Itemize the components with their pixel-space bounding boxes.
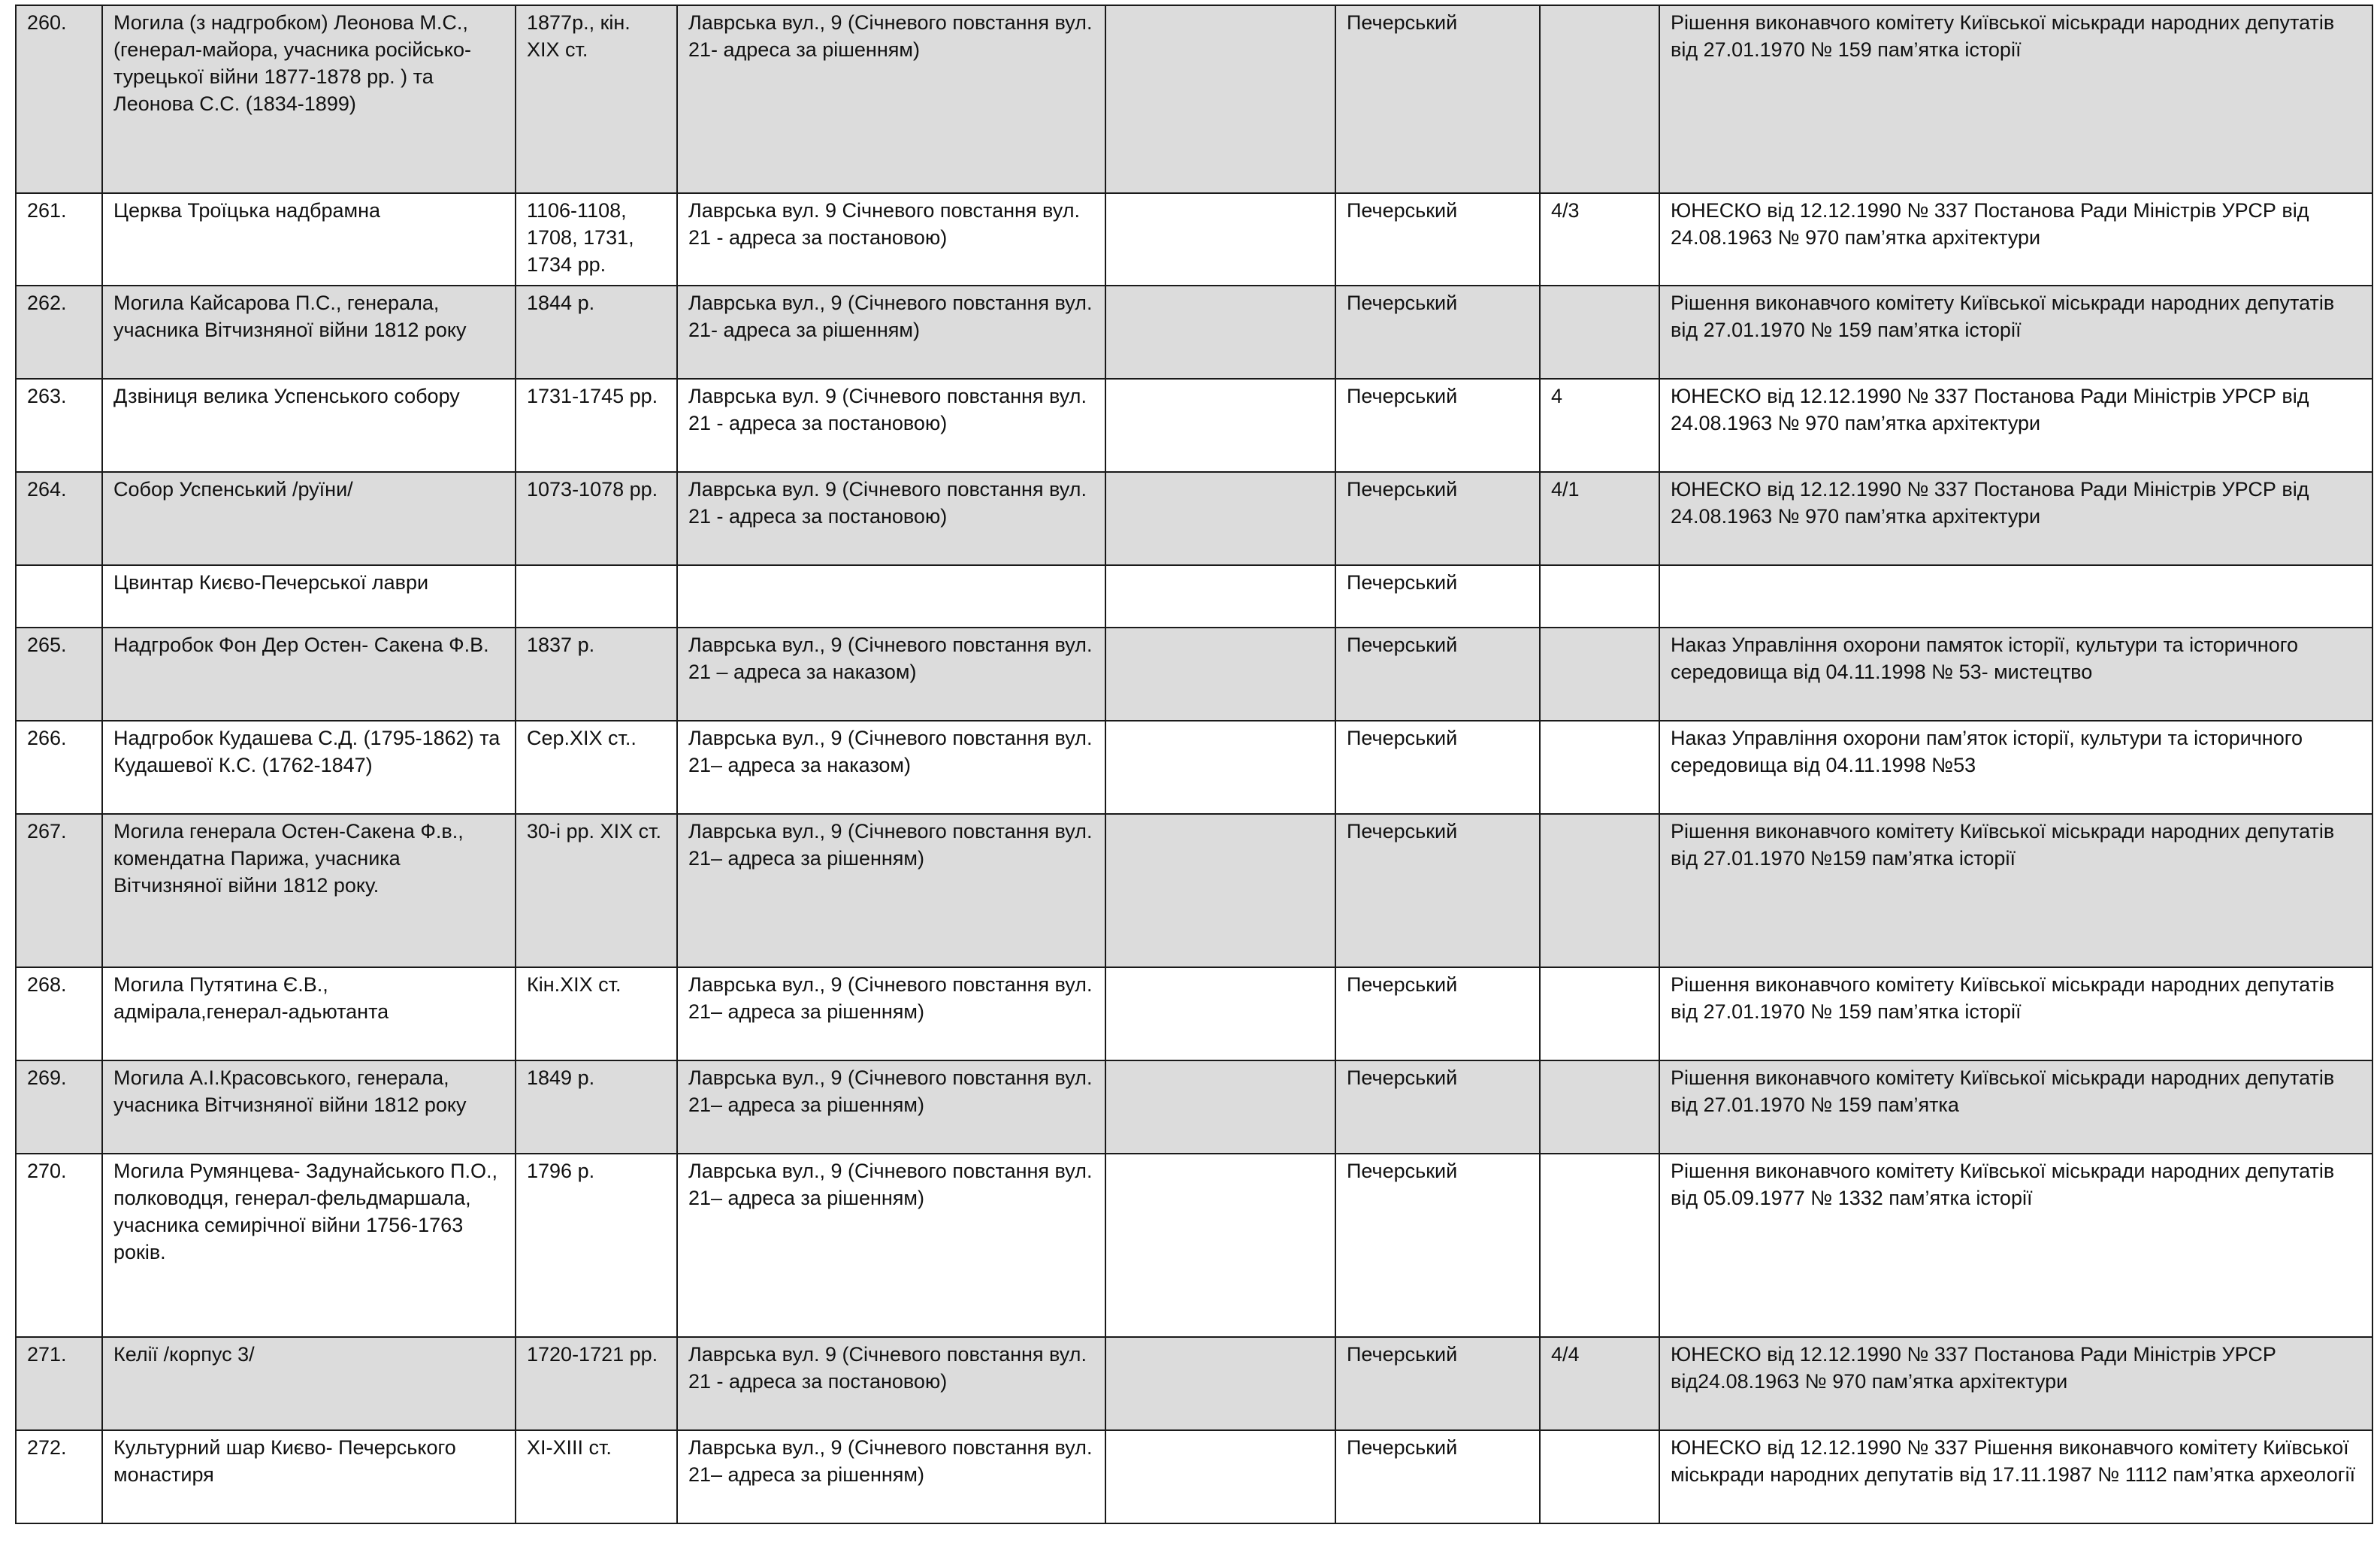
cell-legal-document: ЮНЕСКО від 12.12.1990 № 337 Постанова Ради Міністрів УРСР від 24.08.1963 № 970 пам’ятка архітектури <box>1659 472 2372 565</box>
cell-number: 260. <box>16 5 102 193</box>
cell-number <box>16 565 102 628</box>
cell-date: 1837 р. <box>516 628 677 721</box>
cell-protection-number <box>1540 628 1659 721</box>
cell-legal-document: Рішення виконавчого комітету Київської міськради народних депутатів від 05.09.1977 № 1332 пам’ятка історії <box>1659 1154 2372 1337</box>
cell-district: Печерський <box>1335 379 1540 472</box>
cell-date: 1877р., кін. XIX ст. <box>516 5 677 193</box>
cell-number: 267. <box>16 814 102 967</box>
table-row <box>16 472 2372 565</box>
cell-empty <box>1105 628 1335 721</box>
table-row <box>16 193 2372 286</box>
cell-empty <box>1105 1154 1335 1337</box>
cell-legal-document: Рішення виконавчого комітету Київської міськради народних депутатів від 27.01.1970 № 159 пам’ятка історії <box>1659 967 2372 1060</box>
cell-district: Печерський <box>1335 1430 1540 1523</box>
cell-protection-number <box>1540 721 1659 814</box>
cell-address: Лаврська вул., 9 (Січневого повстання вул. 21– адреса за рішенням) <box>677 1154 1105 1337</box>
cell-legal-document: Рішення виконавчого комітету Київської міськради народних депутатів від 27.01.1970 № 159 пам’ятка історії <box>1659 5 2372 193</box>
cell-object-name: Могила Кайсарова П.С., генерала, учасника Вітчизняної війни 1812 року <box>102 286 516 379</box>
cell-district: Печерський <box>1335 193 1540 286</box>
cell-date <box>516 565 677 628</box>
cell-date: 1844 р. <box>516 286 677 379</box>
cell-legal-document: ЮНЕСКО від 12.12.1990 № 337 Постанова Ради Міністрів УРСР від24.08.1963 № 970 пам’ятка архітектури <box>1659 1337 2372 1430</box>
cell-legal-document: ЮНЕСКО від 12.12.1990 № 337 Рішення виконавчого комітету Київської міськради народних депутатів від 17.11.1987 № 1112 пам’ятка археології <box>1659 1430 2372 1523</box>
cell-date: 1731-1745 рр. <box>516 379 677 472</box>
cell-protection-number <box>1540 1430 1659 1523</box>
table-row <box>16 5 2372 193</box>
cell-number: 271. <box>16 1337 102 1430</box>
cell-number: 262. <box>16 286 102 379</box>
cell-empty <box>1105 379 1335 472</box>
cell-empty <box>1105 721 1335 814</box>
cell-object-name: Келії /корпус 3/ <box>102 1337 516 1430</box>
cell-date: 1106-1108, 1708, 1731, 1734 рр. <box>516 193 677 286</box>
cell-empty <box>1105 814 1335 967</box>
cell-district: Печерський <box>1335 472 1540 565</box>
table-row <box>16 1154 2372 1337</box>
cell-district: Печерський <box>1335 1060 1540 1154</box>
table-row <box>16 967 2372 1060</box>
cell-empty <box>1105 1060 1335 1154</box>
cell-date: 1073-1078 рр. <box>516 472 677 565</box>
cell-legal-document: Наказ Управління охорони памяток історії, культури та історичного середовища від 04.11.1998 № 53- мистецтво <box>1659 628 2372 721</box>
table-row <box>16 379 2372 472</box>
cell-legal-document: Рішення виконавчого комітету Київської міськради народних депутатів від 27.01.1970 №159 пам’ятка історії <box>1659 814 2372 967</box>
cell-district: Печерський <box>1335 565 1540 628</box>
cell-district: Печерський <box>1335 286 1540 379</box>
cell-number: 272. <box>16 1430 102 1523</box>
cell-address: Лаврська вул., 9 (Січневого повстання вул. 21– адреса за наказом) <box>677 721 1105 814</box>
cell-legal-document: Рішення виконавчого комітету Київської міськради народних депутатів від 27.01.1970 № 159 пам’ятка історії <box>1659 286 2372 379</box>
cell-object-name: Могила (з надгробком) Леонова М.С., (генерал-майора, учасника російсько-турецької війни 1877-1878 рр. ) та Леонова С.С. (1834-1899) <box>102 5 516 193</box>
cell-legal-document: ЮНЕСКО від 12.12.1990 № 337 Постанова Ради Міністрів УРСР від 24.08.1963 № 970 пам’ятка архітектури <box>1659 379 2372 472</box>
cell-empty <box>1105 1430 1335 1523</box>
cell-address: Лаврська вул., 9 (Січневого повстання вул. 21– адреса за рішенням) <box>677 814 1105 967</box>
cell-district: Печерський <box>1335 1337 1540 1430</box>
cell-date: 30-і рр. XIX ст. <box>516 814 677 967</box>
table-row <box>16 628 2372 721</box>
cell-protection-number <box>1540 1060 1659 1154</box>
cell-object-name: Могила Румянцева- Задунайського П.О., полководця, генерал-фельдмаршала, учасника семирічної війни 1756-1763 років. <box>102 1154 516 1337</box>
cell-number: 264. <box>16 472 102 565</box>
cell-number: 266. <box>16 721 102 814</box>
cell-number: 265. <box>16 628 102 721</box>
cell-protection-number <box>1540 814 1659 967</box>
cell-district: Печерський <box>1335 814 1540 967</box>
cell-object-name: Дзвіниця велика Успенського собору <box>102 379 516 472</box>
cell-empty <box>1105 193 1335 286</box>
cell-address: Лаврська вул., 9 (Січневого повстання вул. 21– адреса за рішенням) <box>677 1430 1105 1523</box>
cell-empty <box>1105 5 1335 193</box>
cell-number: 269. <box>16 1060 102 1154</box>
cell-number: 268. <box>16 967 102 1060</box>
cell-empty <box>1105 472 1335 565</box>
cell-district: Печерський <box>1335 967 1540 1060</box>
cell-protection-number: 4/4 <box>1540 1337 1659 1430</box>
cell-legal-document: Рішення виконавчого комітету Київської міськради народних депутатів від 27.01.1970 № 159 пам’ятка <box>1659 1060 2372 1154</box>
cell-protection-number <box>1540 1154 1659 1337</box>
cell-object-name: Цвинтар Києво-Печерської лаври <box>102 565 516 628</box>
cell-address: Лаврська вул. 9 Січневого повстання вул. 21 - адреса за постановою) <box>677 193 1105 286</box>
cell-number: 270. <box>16 1154 102 1337</box>
cell-date: 1796 р. <box>516 1154 677 1337</box>
cell-address: Лаврська вул. 9 (Січневого повстання вул. 21 - адреса за постановою) <box>677 379 1105 472</box>
table-row <box>16 286 2372 379</box>
cell-protection-number: 4/1 <box>1540 472 1659 565</box>
table-row <box>16 1060 2372 1154</box>
cell-district: Печерський <box>1335 5 1540 193</box>
cell-object-name: Надгробок Фон Дер Остен- Сакена Ф.В. <box>102 628 516 721</box>
cell-object-name: Могила Путятина Є.В., адмірала,генерал-адьютанта <box>102 967 516 1060</box>
cell-legal-document: ЮНЕСКО від 12.12.1990 № 337 Постанова Ради Міністрів УРСР від 24.08.1963 № 970 пам’ятка архітектури <box>1659 193 2372 286</box>
cell-empty <box>1105 1337 1335 1430</box>
cell-number: 261. <box>16 193 102 286</box>
cell-address: Лаврська вул. 9 (Січневого повстання вул. 21 - адреса за постановою) <box>677 472 1105 565</box>
monuments-registry-table <box>15 5 2373 1524</box>
cell-object-name: Надгробок Кудашева С.Д. (1795-1862) та Кудашевої К.С. (1762-1847) <box>102 721 516 814</box>
cell-protection-number <box>1540 565 1659 628</box>
cell-date: XI-XIII ст. <box>516 1430 677 1523</box>
cell-date: 1849 р. <box>516 1060 677 1154</box>
table-row <box>16 814 2372 967</box>
table-row <box>16 1337 2372 1430</box>
cell-district: Печерський <box>1335 628 1540 721</box>
cell-address: Лаврська вул., 9 (Січневого повстання вул. 21– адреса за рішенням) <box>677 1060 1105 1154</box>
cell-district: Печерський <box>1335 721 1540 814</box>
cell-legal-document: Наказ Управління охорони пам’яток історії, культури та історичного середовища від 04.11.1998 №53 <box>1659 721 2372 814</box>
cell-address: Лаврська вул., 9 (Січневого повстання вул. 21- адреса за рішенням) <box>677 5 1105 193</box>
cell-empty <box>1105 286 1335 379</box>
table-row <box>16 721 2372 814</box>
table-row <box>16 1430 2372 1523</box>
cell-protection-number: 4 <box>1540 379 1659 472</box>
cell-protection-number <box>1540 286 1659 379</box>
cell-protection-number <box>1540 5 1659 193</box>
cell-object-name: Могила генерала Остен-Сакена Ф.в., комендатна Парижа, учасника Вітчизняної війни 1812 року. <box>102 814 516 967</box>
cell-legal-document <box>1659 565 2372 628</box>
cell-address: Лаврська вул., 9 (Січневого повстання вул. 21– адреса за рішенням) <box>677 967 1105 1060</box>
cell-date: Сер.XIX ст.. <box>516 721 677 814</box>
cell-protection-number <box>1540 967 1659 1060</box>
cell-district: Печерський <box>1335 1154 1540 1337</box>
cell-object-name: Культурний шар Києво- Печерського монастиря <box>102 1430 516 1523</box>
cell-protection-number: 4/3 <box>1540 193 1659 286</box>
cell-address: Лаврська вул., 9 (Січневого повстання вул. 21 – адреса за наказом) <box>677 628 1105 721</box>
cell-number: 263. <box>16 379 102 472</box>
table-row <box>16 565 2372 628</box>
cell-empty <box>1105 967 1335 1060</box>
cell-empty <box>1105 565 1335 628</box>
cell-object-name: Церква Троїцька надбрамна <box>102 193 516 286</box>
cell-date: 1720-1721 рр. <box>516 1337 677 1430</box>
cell-date: Кін.XIX ст. <box>516 967 677 1060</box>
cell-address: Лаврська вул. 9 (Січневого повстання вул. 21 - адреса за постановою) <box>677 1337 1105 1430</box>
cell-address <box>677 565 1105 628</box>
cell-object-name: Собор Успенський /руїни/ <box>102 472 516 565</box>
cell-object-name: Могила А.І.Красовського, генерала, учасника Вітчизняної війни 1812 року <box>102 1060 516 1154</box>
cell-address: Лаврська вул., 9 (Січневого повстання вул. 21- адреса за рішенням) <box>677 286 1105 379</box>
